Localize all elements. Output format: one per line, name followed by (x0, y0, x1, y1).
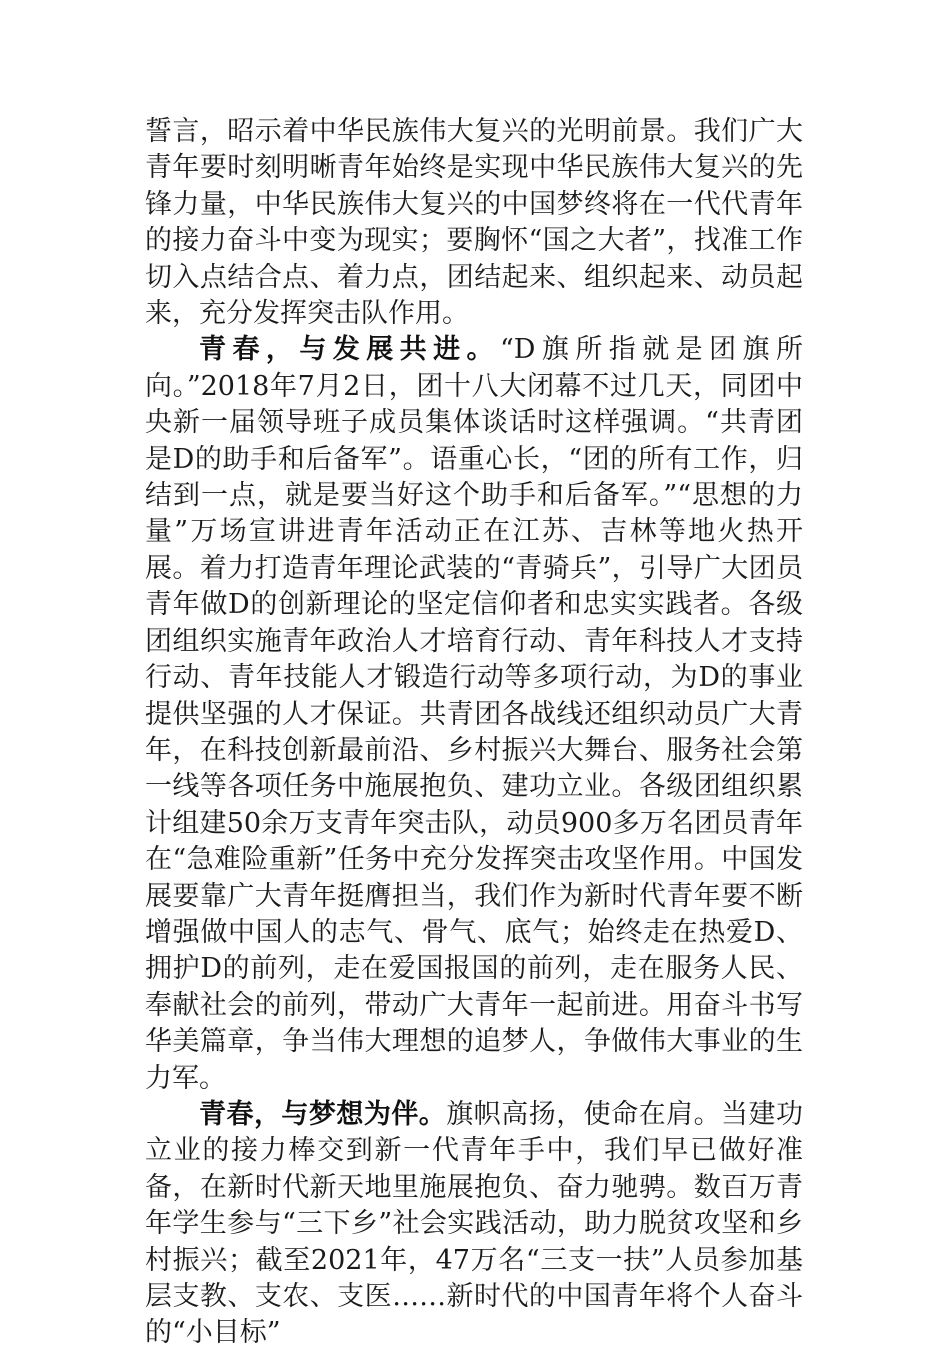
paragraph-2-heading: 青春，与发展共进。 (199, 334, 500, 366)
paragraph-2-text: “D旗所指就是团旗所向。”2018年7月2日，团十八大闭幕不过几天，同团中央新一届领导班子成员集体谈话时这样强调。“共青团是D的助手和后备军”。语重心长，“团的所有工作，归结到一点，就是要当好这个助手和后备军。”“思想的力量”万场宣讲进青年活动正在江苏、吉林等地火热开展。着力打造青年理论武装的“青骑兵”，引导广大团员青年做D的创新理论的坚定信仰者和忠实实践者。各级团组织实施青年政治人才培育行动、青年科技人才支持行动、青年技能人才锻造行动等多项行动，为D的事业提供坚强的人才保证。共青团各战线还组织动员广大青年，在科技创新最前沿、乡村振兴大舞台、服务社会第一线等各项任务中施展抱负、建功立业。各级团组织累计组建50余万支青年突击队，动员900多万名团员青年在“急难险重新”任务中充分发挥突击攻坚作用。中国发展要靠广大青年挺膺担当，我们作为新时代青年要不断增强做中国人的志气、骨气、底气；始终走在热爱D、拥护D的前列，走在爱国报国的前列，走在服务人民、奉献社会的前列，带动广大青年一起前进。用奋斗书写华美篇章，争当伟大理想的追梦人，争做伟大事业的生力军。 (145, 334, 804, 1094)
paragraph-1-text: 誓言，昭示着中华民族伟大复兴的光明前景。我们广大青年要时刻明晰青年始终是实现中华民族伟大复兴的先锋力量，中华民族伟大复兴的中国梦终将在一代代青年的接力奋斗中变为现实；要胸怀“国之大者”，找准工作切入点结合点、着力点，团结起来、组织起来、动员起来，充分发挥突击队作用。 (145, 116, 803, 330)
paragraph-1 (145, 114, 803, 332)
paragraph-2 (145, 332, 803, 1097)
paragraph-3 (145, 1097, 803, 1352)
document-body (145, 114, 803, 1352)
paragraph-3-heading: 青春，与梦想为伴。 (199, 1098, 447, 1130)
paragraph-3-text: 旗帜高扬，使命在肩。当建功立业的接力棒交到新一代青年手中，我们早已做好准备，在新时代新天地里施展抱负、奋力驰骋。数百万青年学生参与“三下乡”社会实践活动，助力脱贫攻坚和乡村振兴；截至2021年，47万名“三支一扶”人员参加基层支教、支农、支医……新时代的中国青年将个人奋斗的“小目标” (145, 1098, 804, 1349)
